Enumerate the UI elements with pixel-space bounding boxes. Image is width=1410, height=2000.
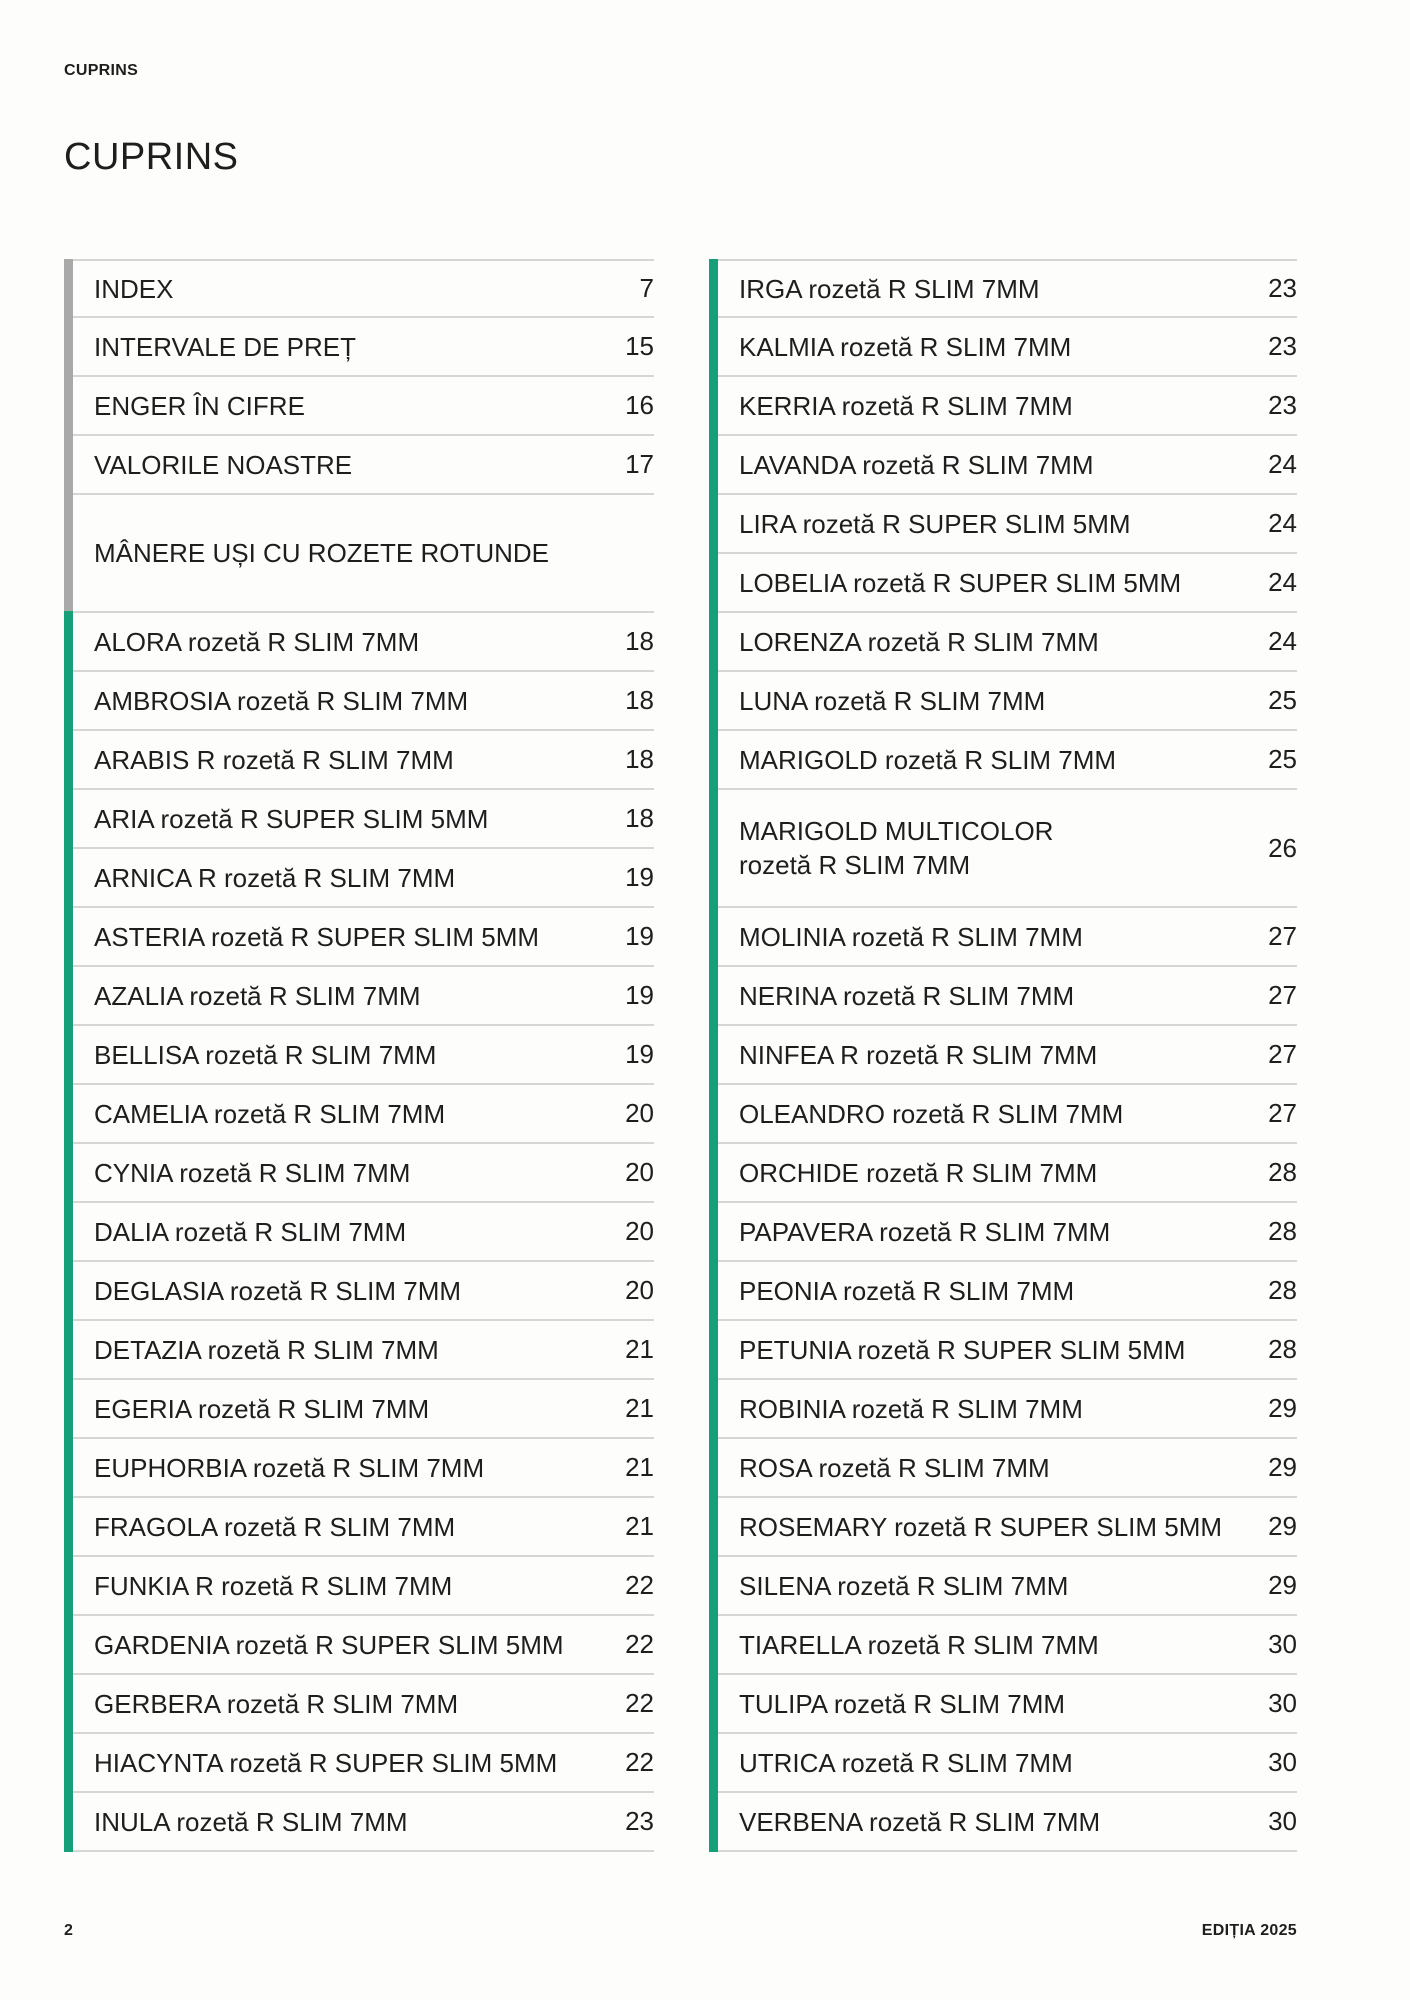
toc-entry-label — [94, 920, 594, 954]
toc-entry-title: MÂNERE UȘI CU ROZETE ROTUNDE — [94, 538, 550, 568]
toc-entry-label — [739, 1392, 1237, 1426]
toc-entry-page: 22 — [625, 1688, 654, 1718]
toc-entry[interactable] — [709, 1557, 1297, 1616]
toc-entry-page: 22 — [625, 1570, 654, 1600]
toc-entry-page: 25 — [1268, 685, 1297, 715]
toc-entry-title: MARIGOLD rozetă R SLIM 7MM — [739, 744, 1117, 775]
toc-entry-title: AMBROSIA rozetă R SLIM 7MM — [94, 685, 469, 716]
toc-entry-label — [739, 814, 1237, 882]
toc-entry-page: 18 — [625, 626, 654, 656]
toc-entry-label — [739, 1805, 1237, 1839]
toc-entry-title: INTERVALE DE PREȚ — [94, 331, 356, 362]
toc-right-column — [709, 259, 1297, 1852]
toc-entry[interactable] — [64, 1734, 654, 1793]
toc-entry-label — [739, 507, 1237, 541]
toc-entry-page: 25 — [1268, 744, 1297, 774]
toc-entry[interactable] — [709, 908, 1297, 967]
toc-entry[interactable] — [709, 1498, 1297, 1557]
toc-entry-label — [739, 389, 1237, 423]
toc-entry-title: OLEANDRO rozetă R SLIM 7MM — [739, 1098, 1124, 1129]
running-head: CUPRINS — [64, 62, 139, 79]
toc-entry-label — [94, 684, 594, 718]
toc-entry-title: ENGER ÎN CIFRE — [94, 390, 305, 421]
toc-entry-label — [739, 1451, 1237, 1485]
toc-entry-label — [94, 743, 594, 777]
toc-entry-title: AZALIA rozetă R SLIM 7MM — [94, 980, 421, 1011]
toc-entry-title: GERBERA rozetă R SLIM 7MM — [94, 1688, 459, 1719]
toc-entry-label — [94, 1805, 594, 1839]
toc-entry-label — [739, 1156, 1237, 1190]
toc-entry-label — [739, 1274, 1237, 1308]
toc-entry-title: LAVANDA rozetă R SLIM 7MM — [739, 449, 1094, 480]
toc-entry-page: 28 — [1268, 1216, 1297, 1246]
toc-entry[interactable] — [64, 377, 654, 436]
toc-entry-page: 23 — [1268, 331, 1297, 361]
toc-entry[interactable] — [709, 259, 1297, 318]
toc-entry-page: 20 — [625, 1157, 654, 1187]
toc-entry-label — [739, 1510, 1237, 1544]
toc-entry-label — [739, 920, 1237, 954]
toc-entry-page: 27 — [1268, 921, 1297, 951]
toc-entry-title: ARNICA R rozetă R SLIM 7MM — [94, 862, 456, 893]
toc-entry-label — [94, 272, 594, 306]
toc-entry[interactable] — [709, 1380, 1297, 1439]
page-number: 2 — [64, 1922, 73, 1939]
toc-entry-title: MARIGOLD MULTICOLOR — [739, 816, 1054, 846]
toc-entry-page: 22 — [625, 1629, 654, 1659]
toc-entry[interactable] — [709, 731, 1297, 790]
toc-entry-title: UTRICA rozetă R SLIM 7MM — [739, 1747, 1073, 1778]
toc-entry-label — [739, 1038, 1237, 1072]
toc-entry-page: 16 — [625, 390, 654, 420]
toc-entry-title: LIRA rozetă R SUPER SLIM 5MM — [739, 508, 1131, 539]
toc-entry-label — [94, 1333, 594, 1367]
toc-entry[interactable] — [64, 318, 654, 377]
toc-entry-label — [739, 272, 1237, 306]
toc-entry-page: 28 — [1268, 1334, 1297, 1364]
toc-entry-label — [94, 979, 594, 1013]
toc-entry-page: 24 — [1268, 567, 1297, 597]
toc-entry-title: FUNKIA R rozetă R SLIM 7MM — [94, 1570, 453, 1601]
toc-entry-title: INDEX — [94, 273, 174, 304]
toc-entry[interactable] — [709, 1734, 1297, 1793]
toc-entry-title: IRGA rozetă R SLIM 7MM — [739, 273, 1040, 304]
toc-entry-label — [94, 1215, 594, 1249]
toc-entry-title: INULA rozetă R SLIM 7MM — [94, 1806, 408, 1837]
toc-entry[interactable] — [709, 613, 1297, 672]
toc-entry[interactable] — [64, 1498, 654, 1557]
toc-entry[interactable] — [709, 554, 1297, 613]
toc-entry-title: LUNA rozetă R SLIM 7MM — [739, 685, 1046, 716]
toc-entry-page: 23 — [1268, 390, 1297, 420]
toc-entry-title: VALORILE NOASTRE — [94, 449, 353, 480]
toc-entry-title: NINFEA R rozetă R SLIM 7MM — [739, 1039, 1098, 1070]
edition-label: EDIȚIA 2025 — [1201, 1922, 1297, 1939]
toc-entry[interactable] — [64, 1262, 654, 1321]
toc-entry-label — [94, 1569, 594, 1603]
toc-entry-title: VERBENA rozetă R SLIM 7MM — [739, 1806, 1101, 1837]
toc-entry-title: LORENZA rozetă R SLIM 7MM — [739, 626, 1099, 657]
toc-entry-page: 21 — [625, 1452, 654, 1482]
toc-entry[interactable] — [709, 1439, 1297, 1498]
toc-entry-label — [94, 1274, 594, 1308]
toc-entry-page: 27 — [1268, 1039, 1297, 1069]
toc-entry-title: BELLISA rozetă R SLIM 7MM — [94, 1039, 437, 1070]
toc-entry-page: 20 — [625, 1216, 654, 1246]
toc-entry[interactable] — [64, 849, 654, 908]
toc-entry-page: 17 — [625, 449, 654, 479]
toc-entry-page: 24 — [1268, 449, 1297, 479]
toc-entry-page: 19 — [625, 980, 654, 1010]
toc-entry[interactable] — [64, 1203, 654, 1262]
toc-entry-title: DALIA rozetă R SLIM 7MM — [94, 1216, 407, 1247]
toc-entry-title: LOBELIA rozetă R SUPER SLIM 5MM — [739, 567, 1182, 598]
toc-entry[interactable] — [64, 1793, 654, 1852]
toc-entry-label — [739, 743, 1237, 777]
toc-entry[interactable] — [709, 377, 1297, 436]
toc-entry-label — [94, 1746, 594, 1780]
toc-entry-page: 19 — [625, 921, 654, 951]
toc-entry-label — [94, 536, 594, 570]
toc-entry-title: PAPAVERA rozetă R SLIM 7MM — [739, 1216, 1111, 1247]
toc-entry-label — [739, 684, 1237, 718]
toc-entry-label — [739, 1746, 1237, 1780]
toc-entry-label — [739, 625, 1237, 659]
toc-entry-label — [94, 1097, 594, 1131]
toc-entry-label — [739, 330, 1237, 364]
toc-entry-title: ALORA rozetă R SLIM 7MM — [94, 626, 420, 657]
toc-entry[interactable] — [64, 1439, 654, 1498]
toc-entry-label — [94, 330, 594, 364]
toc-entry[interactable] — [709, 1085, 1297, 1144]
toc-entry-page: 23 — [1268, 273, 1297, 303]
toc-entry-label — [94, 1510, 594, 1544]
toc-entry-page: 28 — [1268, 1275, 1297, 1305]
toc-entry-label — [739, 448, 1237, 482]
toc-entry-page: 24 — [1268, 626, 1297, 656]
toc-entry[interactable] — [709, 1321, 1297, 1380]
toc-entry-page: 24 — [1268, 508, 1297, 538]
toc-entry-page: 15 — [625, 331, 654, 361]
toc-entry-title: CYNIA rozetă R SLIM 7MM — [94, 1157, 411, 1188]
toc-left-column — [64, 259, 654, 1852]
toc-entry-label — [739, 1097, 1237, 1131]
toc-entry-page: 30 — [1268, 1629, 1297, 1659]
toc-entry[interactable] — [64, 908, 654, 967]
toc-entry[interactable] — [709, 1793, 1297, 1852]
toc-entry[interactable] — [64, 495, 654, 613]
toc-entry-title: ROSEMARY rozetă R SUPER SLIM 5MM — [739, 1511, 1223, 1542]
toc-entry-label — [94, 1451, 594, 1485]
toc-entry-title: EGERIA rozetă R SLIM 7MM — [94, 1393, 430, 1424]
toc-entry[interactable] — [709, 790, 1297, 908]
toc-entry-title: PEONIA rozetă R SLIM 7MM — [739, 1275, 1075, 1306]
toc-entry[interactable] — [709, 1203, 1297, 1262]
toc-entry[interactable] — [709, 672, 1297, 731]
toc-entry[interactable] — [64, 967, 654, 1026]
toc-entry-page: 29 — [1268, 1393, 1297, 1423]
toc-entry-label — [94, 1038, 594, 1072]
toc-entry-title: KALMIA rozetă R SLIM 7MM — [739, 331, 1072, 362]
toc-entry[interactable] — [64, 1675, 654, 1734]
toc-entry-page: 30 — [1268, 1747, 1297, 1777]
toc-entry-title: NERINA rozetă R SLIM 7MM — [739, 980, 1075, 1011]
page-title: CUPRINS — [64, 136, 239, 178]
toc-entry[interactable] — [64, 672, 654, 731]
toc-entry-title: CAMELIA rozetă R SLIM 7MM — [94, 1098, 446, 1129]
toc-entry-page: 20 — [625, 1275, 654, 1305]
toc-entry[interactable] — [64, 1144, 654, 1203]
toc-entry-page: 18 — [625, 744, 654, 774]
toc-entry-title: PETUNIA rozetă R SUPER SLIM 5MM — [739, 1334, 1186, 1365]
toc-entry-page: 21 — [625, 1393, 654, 1423]
toc-entry[interactable] — [64, 1321, 654, 1380]
toc-entry-page: 23 — [625, 1806, 654, 1836]
toc-entry[interactable] — [64, 1380, 654, 1439]
toc-entry-title: ASTERIA rozetă R SUPER SLIM 5MM — [94, 921, 540, 952]
toc-entry-page: 20 — [625, 1098, 654, 1128]
toc-entry-page: 28 — [1268, 1157, 1297, 1187]
toc-entry-page: 26 — [1268, 832, 1297, 863]
toc-entry-page: 18 — [625, 803, 654, 833]
toc-entry[interactable] — [64, 731, 654, 790]
toc-entry[interactable] — [709, 1616, 1297, 1675]
toc-entry[interactable] — [709, 318, 1297, 377]
toc-entry-label — [94, 389, 594, 423]
toc-entry[interactable] — [709, 1675, 1297, 1734]
toc-entry[interactable] — [64, 613, 654, 672]
toc-entry-page: 29 — [1268, 1452, 1297, 1482]
toc-entry-page: 7 — [639, 273, 654, 303]
toc-entry-title: DEGLASIA rozetă R SLIM 7MM — [94, 1275, 462, 1306]
toc-entry[interactable] — [709, 436, 1297, 495]
toc-entry-label — [94, 625, 594, 659]
toc-entry[interactable] — [64, 790, 654, 849]
toc-entry[interactable] — [64, 1616, 654, 1675]
toc-entry[interactable] — [709, 1026, 1297, 1085]
toc-entry-label — [94, 861, 594, 895]
toc-entry-title: ROSA rozetă R SLIM 7MM — [739, 1452, 1050, 1483]
toc-entry[interactable] — [64, 436, 654, 495]
toc-entry-title: KERRIA rozetă R SLIM 7MM — [739, 390, 1073, 421]
toc-entry-page: 30 — [1268, 1806, 1297, 1836]
toc-entry-title: MOLINIA rozetă R SLIM 7MM — [739, 921, 1083, 952]
toc-entry[interactable] — [709, 1262, 1297, 1321]
toc-entry-label — [94, 448, 594, 482]
toc-entry-label — [94, 1392, 594, 1426]
toc-entry-title: FRAGOLA rozetă R SLIM 7MM — [94, 1511, 456, 1542]
toc-entry-page: 21 — [625, 1511, 654, 1541]
toc-entry[interactable] — [64, 259, 654, 318]
toc-entry-label — [739, 1569, 1237, 1603]
toc-entry-page: 19 — [625, 862, 654, 892]
toc-entry-page: 27 — [1268, 1098, 1297, 1128]
toc-entry[interactable] — [64, 1026, 654, 1085]
toc-entry[interactable] — [709, 967, 1297, 1026]
toc-entry-title: EUPHORBIA rozetă R SLIM 7MM — [94, 1452, 485, 1483]
toc-entry-page: 29 — [1268, 1570, 1297, 1600]
toc-entry-title: ARABIS R rozetă R SLIM 7MM — [94, 744, 454, 775]
toc-entry[interactable] — [709, 495, 1297, 554]
toc-entry-title: TULIPA rozetă R SLIM 7MM — [739, 1688, 1066, 1719]
toc-entry-title: GARDENIA rozetă R SUPER SLIM 5MM — [94, 1629, 564, 1660]
toc-entry-label — [739, 1215, 1237, 1249]
toc-entry-label — [94, 1156, 594, 1190]
toc-entry-page: 22 — [625, 1747, 654, 1777]
toc-entry-label — [739, 1628, 1237, 1662]
toc-entry-title: HIACYNTA rozetă R SUPER SLIM 5MM — [94, 1747, 558, 1778]
toc-entry[interactable] — [64, 1085, 654, 1144]
toc-entry-page: 19 — [625, 1039, 654, 1069]
toc-entry-label — [739, 979, 1237, 1013]
toc-entry-label — [739, 1333, 1237, 1367]
toc-entry[interactable] — [64, 1557, 654, 1616]
toc-entry-title: TIARELLA rozetă R SLIM 7MM — [739, 1629, 1099, 1660]
toc-entry-label — [739, 566, 1237, 600]
toc-entry-page: 27 — [1268, 980, 1297, 1010]
toc-entry-title: ORCHIDE rozetă R SLIM 7MM — [739, 1157, 1098, 1188]
toc-entry-label — [94, 802, 594, 836]
toc-entry-subtitle: rozetă R SLIM 7MM — [739, 850, 971, 880]
toc-entry-title: SILENA rozetă R SLIM 7MM — [739, 1570, 1069, 1601]
toc-entry-title: ROBINIA rozetă R SLIM 7MM — [739, 1393, 1083, 1424]
toc-entry-page: 21 — [625, 1334, 654, 1364]
toc-entry-title: DETAZIA rozetă R SLIM 7MM — [94, 1334, 439, 1365]
toc-entry-label — [94, 1628, 594, 1662]
toc-entry-page: 18 — [625, 685, 654, 715]
toc-entry-label — [739, 1687, 1237, 1721]
toc-entry-page: 30 — [1268, 1688, 1297, 1718]
toc-entry[interactable] — [709, 1144, 1297, 1203]
toc-entry-label — [94, 1687, 594, 1721]
toc-entry-page: 29 — [1268, 1511, 1297, 1541]
toc-entry-title: ARIA rozetă R SUPER SLIM 5MM — [94, 803, 489, 834]
